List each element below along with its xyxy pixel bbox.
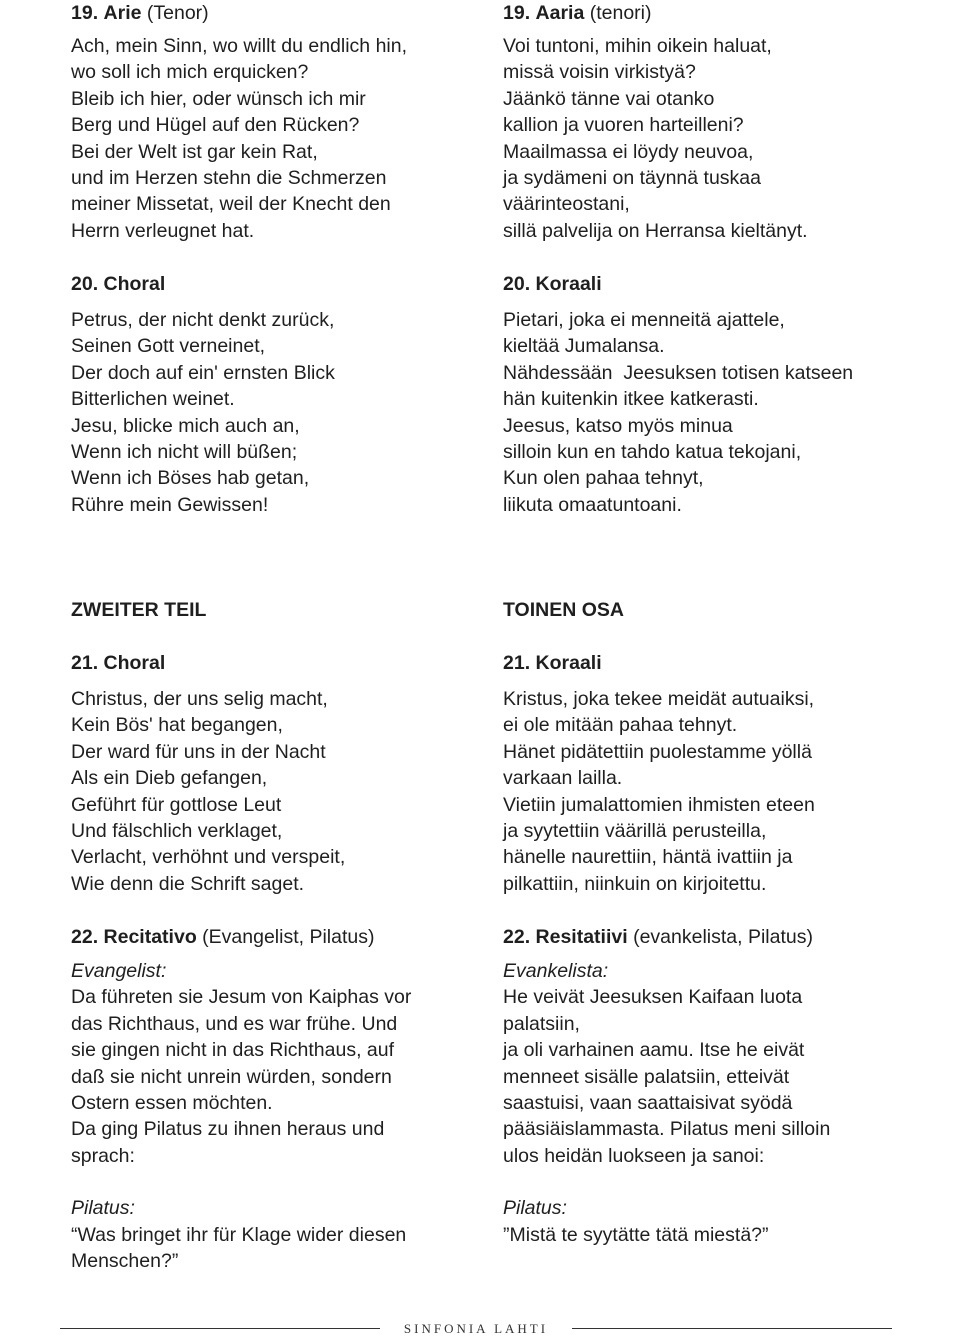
section-22-fi <box>503 924 943 1248</box>
sinfonia-lahti-logo: SINFONIA LAHTI <box>403 1321 549 1336</box>
verse-line: sie gingen nicht in das Richthaus, auf <box>71 1039 395 1062</box>
verse-line: liikuta omaatuntoani. <box>503 493 682 516</box>
verse-line: Da führeten sie Jesum von Kaiphas vor <box>71 986 412 1009</box>
verse-line: Bitterlichen weinet. <box>71 388 235 411</box>
verse-line: Wie denn die Schrift saget. <box>71 872 305 895</box>
verse-line: wo soll ich mich erquicken? <box>71 61 309 84</box>
verse-line: Nähdessään Jeesuksen totisen katseen <box>503 361 854 384</box>
speaker-label: Evankelista: <box>503 960 609 982</box>
verse-line: meiner Missetat, weil der Knecht den <box>71 193 391 216</box>
verse-line: Ach, mein Sinn, wo willt du endlich hin, <box>71 35 408 57</box>
verse-line: Als ein Dieb gefangen, <box>71 767 268 790</box>
verse-line: ei ole mitään pahaa tehnyt. <box>503 714 738 737</box>
verse-line: silloin kun en tahdo katua tekojani, <box>503 441 802 464</box>
verse-line: ulos heidän luokseen ja sanoi: <box>503 1144 765 1167</box>
verse-line: Der ward für uns in der Nacht <box>71 740 326 763</box>
verse-line: Pietari, joka ei menneitä ajattele, <box>503 309 785 331</box>
verse-line: Seinen Gott verneinet, <box>71 335 266 358</box>
verse-line: Wenn ich Böses hab getan, <box>71 467 310 490</box>
speaker-label: Evangelist: <box>71 960 167 982</box>
verse-line: Ostern essen möchten. <box>71 1092 273 1115</box>
verse-line: Da ging Pilatus zu ihnen heraus und <box>71 1118 385 1141</box>
verse-line: Petrus, der nicht denkt zurück, <box>71 309 335 331</box>
verse-line: Und fälschlich verklaget, <box>71 820 283 843</box>
verse-line: Der doch auf ein' ernsten Blick <box>71 361 335 384</box>
section-19-de <box>71 0 471 244</box>
part-title: ZWEITER TEIL <box>71 599 207 621</box>
section-heading: 19. Arie (Tenor) <box>71 2 209 24</box>
verse-line: Wenn ich nicht will büßen; <box>71 441 298 464</box>
page-footer <box>0 1318 960 1338</box>
verse-line: hän kuitenkin itkee katkerasti. <box>503 388 759 411</box>
part-title: TOINEN OSA <box>503 599 624 621</box>
verse-line: sillä palvelija on Herransa kieltänyt. <box>503 219 808 242</box>
verse-line: ja oli varhainen aamu. Itse he eivät <box>503 1039 805 1062</box>
footer-rule-left <box>60 1328 380 1329</box>
verse-line: Bleib ich hier, oder wünsch ich mir <box>71 87 366 110</box>
verse-line: Rühre mein Gewissen! <box>71 493 269 516</box>
verse-line: pilkattiin, niinkuin on kirjoitettu. <box>503 872 767 895</box>
verse-line: palatsiin, <box>503 1012 580 1035</box>
verse-line: ”Mistä te syytätte tätä miestä?” <box>503 1223 769 1246</box>
verse-line: Verlacht, verhöhnt und verspeit, <box>71 846 346 869</box>
verse-line: varkaan lailla. <box>503 767 623 790</box>
verse-line: Vietiin jumalattomien ihmisten eteen <box>503 793 815 816</box>
verse-line: daß sie nicht unrein würden, sondern <box>71 1065 392 1088</box>
verse-line: Menschen?” <box>71 1250 179 1273</box>
verse-line: kieltää Jumalansa. <box>503 335 665 358</box>
verse-line: Jesu, blicke mich auch an, <box>71 414 300 437</box>
section-20-de <box>71 271 471 518</box>
verse-line: Kun olen pahaa tehnyt, <box>503 467 704 490</box>
verse-line: Jäänkö tänne vai otanko <box>503 87 715 110</box>
section-22-de <box>71 924 471 1274</box>
verse-line: kallion ja vuoren harteilleni? <box>503 114 744 137</box>
section-heading: 20. Choral <box>71 273 166 295</box>
verse-line: Christus, der uns selig macht, <box>71 688 328 710</box>
section-heading: 21. Choral <box>71 652 166 674</box>
verse-line: menneet sisälle palatsiin, etteivät <box>503 1065 790 1088</box>
verse-line: hänelle naurettiin, häntä ivattiin ja <box>503 846 793 869</box>
verse-line: missä voisin virkistyä? <box>503 61 696 84</box>
verse-line: sprach: <box>71 1144 135 1167</box>
verse-line: Geführt für gottlose Leut <box>71 793 282 816</box>
verse-line: Kristus, joka tekee meidät autuaiksi, <box>503 688 815 710</box>
verse-line: Kein Bös' hat begangen, <box>71 714 283 737</box>
verse-line: “Was bringet ihr für Klage wider diesen <box>71 1223 407 1246</box>
section-heading: 22. Recitativo (Evangelist, Pilatus) <box>71 926 375 948</box>
verse-line: das Richthaus, und es war frühe. Und <box>71 1012 398 1035</box>
section-heading: 20. Koraali <box>503 273 602 295</box>
verse-line: pääsiäislammasta. Pilatus meni silloin <box>503 1118 831 1141</box>
footer-rule-right <box>572 1328 892 1329</box>
verse-line: Berg und Hügel auf den Rücken? <box>71 114 360 137</box>
verse-line: Herrn verleugnet hat. <box>71 219 255 242</box>
verse-line: Maailmassa ei löydy neuvoa, <box>503 140 754 163</box>
section-heading: 21. Koraali <box>503 652 602 674</box>
section-20-fi <box>503 271 943 518</box>
verse-line: väärinteostani, <box>503 193 630 216</box>
section-heading: 19. Aaria (tenori) <box>503 2 652 24</box>
section-19-fi <box>503 0 943 244</box>
verse-line: ja sydämeni on täynnä tuskaa <box>503 167 761 190</box>
section-heading: 22. Resitatiivi (evankelista, Pilatus) <box>503 926 813 948</box>
verse-line: Bei der Welt ist gar kein Rat, <box>71 140 318 163</box>
verse-line: Hänet pidätettiin puolestamme yöllä <box>503 740 812 763</box>
verse-line: Jeesus, katso myös minua <box>503 414 733 437</box>
section-21-fi <box>503 650 943 897</box>
section-21-de <box>71 650 471 897</box>
speaker-label: Pilatus: <box>503 1197 567 1220</box>
verse-line: ja syytettiin väärillä perusteilla, <box>503 820 767 843</box>
verse-line: saastuisi, vaan saattaisivat syödä <box>503 1092 793 1115</box>
verse-line: Voi tuntoni, mihin oikein haluat, <box>503 35 772 57</box>
verse-line: He veivät Jeesuksen Kaifaan luota <box>503 986 803 1009</box>
speaker-label: Pilatus: <box>71 1197 135 1220</box>
verse-line: und im Herzen stehn die Schmerzen <box>71 167 387 190</box>
